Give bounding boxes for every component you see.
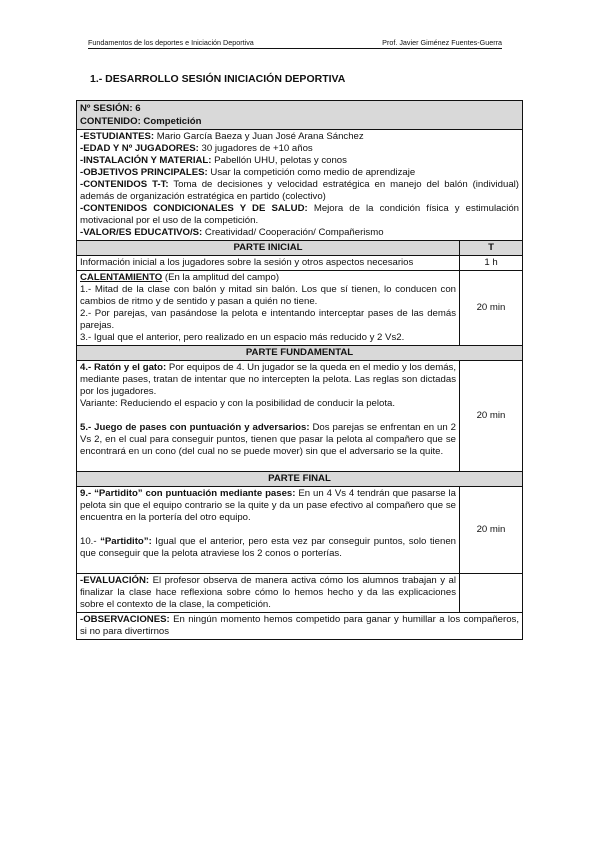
session-table <box>76 100 523 640</box>
page-header <box>88 38 502 49</box>
exercise-9-text: En un 4 Vs 4 tendrán que pasarse la pelota sin que el equipo contrario se la quite y da un pase efectivo al compañero que se encuentra en la portería del otro equipo. <box>80 488 456 523</box>
exercise-1: 1.- Mitad de la clase con balón y mitad sin balón. Los que sí tienen, lo conducen con cambios de ritmo y de sentido y pasan a quién no tiene. <box>80 284 456 307</box>
exercise-4-text: Por equipos de 4. Un jugador se la queda en el medio y los demás, mediante pases, tratan de intentar que no intercepten la pelota. Las reglas son dictadas por los jugadores. <box>80 362 456 397</box>
exercise-4-variant: Variante: Reduciendo el espacio y con la posibilidad de conducir la pelota. <box>80 398 396 409</box>
observations-row <box>77 613 523 640</box>
session-content: CONTENIDO: Competición <box>80 116 202 127</box>
final-heading-row <box>77 472 523 487</box>
time-heading: T <box>460 241 523 256</box>
students-label: -ESTUDIANTES: <box>80 131 155 142</box>
students-value: Mario García Baeza y Juan José Arana Sánchez <box>154 131 364 142</box>
conditional-value: Mejora de la condición física y estimulación motivacional por el uso de la competición. <box>80 203 520 226</box>
evaluation-row <box>77 574 523 613</box>
warmup-time: 20 min <box>460 271 523 346</box>
fundamental-time: 20 min <box>460 361 523 472</box>
observations-label: -OBSERVACIONES: <box>80 614 170 625</box>
values-value: Creatividad/ Cooperación/ Compañerismo <box>202 227 384 238</box>
exercise-10-title: “Partidito”: <box>100 536 152 547</box>
facility-label: -INSTALACIÓN Y MATERIAL: <box>80 155 212 166</box>
warmup-row <box>77 271 523 346</box>
final-time: 20 min <box>460 487 523 574</box>
exercise-9-title: 9.- “Partidito” con puntuación mediante pases: <box>80 488 296 499</box>
fundamental-heading-row <box>77 346 523 361</box>
fundamental-cell <box>77 361 460 472</box>
final-cell <box>77 487 460 574</box>
conditional-label: -CONTENIDOS CONDICIONALES Y DE SALUD: <box>80 203 308 214</box>
session-info-cell <box>77 130 523 241</box>
session-header-row <box>77 101 523 130</box>
page-title: 1.- DESARROLLO SESIÓN INICIACIÓN DEPORTIVA <box>90 73 346 85</box>
final-heading: PARTE FINAL <box>77 472 523 487</box>
warmup-label: CALENTAMIENTO <box>80 272 163 283</box>
evaluation-empty-cell <box>460 574 523 613</box>
intro-text: Información inicial a los jugadores sobre la sesión y otros aspectos necesarios <box>77 256 460 271</box>
header-professor: Prof. Javier Giménez Fuentes-Guerra <box>382 38 502 47</box>
facility-value: Pabellón UHU, pelotas y conos <box>211 155 347 166</box>
age-label: -EDAD Y Nº JUGADORES: <box>80 143 199 154</box>
objectives-label: -OBJETIVOS PRINCIPALES: <box>80 167 208 178</box>
exercise-5-title: 5.- Juego de pases con puntuación y adversarios: <box>80 422 310 433</box>
inicial-heading: PARTE INICIAL <box>77 241 460 256</box>
inicial-heading-row <box>77 241 523 256</box>
tt-label: -CONTENIDOS T-T: <box>80 179 169 190</box>
header-course: Fundamentos de los deportes e Iniciación Deportiva <box>88 38 254 47</box>
fundamental-row <box>77 361 523 472</box>
fundamental-heading: PARTE FUNDAMENTAL <box>77 346 523 361</box>
session-header-cell <box>77 101 523 130</box>
warmup-cell <box>77 271 460 346</box>
values-label: -VALOR/ES EDUCATIVO/S: <box>80 227 203 238</box>
exercise-5-text: Dos parejas se enfrentan en un 2 Vs 2, en el cual para conseguir puntos, tienen que pasar la pelota al compañero que se encontrará en un cono (del cual no se puede mover) sin que el adversario se la quite. <box>80 422 456 457</box>
warmup-note: (En la amplitud del campo) <box>162 272 280 283</box>
observations-text: En ningún momento hemos competido para ganar y humillar a los compañeros, si no para divertirnos <box>80 614 519 637</box>
session-number: Nº SESIÓN: 6 <box>80 103 141 114</box>
age-value: 30 jugadores de +10 años <box>198 143 313 154</box>
exercise-2: 2.- Por parejas, van pasándose la pelota e intentando interceptar pases de las demás parejas. <box>80 308 456 331</box>
final-row <box>77 487 523 574</box>
objectives-value: Usar la competición como medio de aprendizaje <box>207 167 416 178</box>
intro-row <box>77 256 523 271</box>
evaluation-cell <box>77 574 460 613</box>
session-info-row <box>77 130 523 241</box>
intro-time: 1 h <box>460 256 523 271</box>
exercise-4-title: 4.- Ratón y el gato: <box>80 362 167 373</box>
evaluation-text: El profesor observa de manera activa cómo los alumnos trabajan y al finalizar la clase hace reflexiona sobre cómo lo hemos hecho y da las explicaciones sobre el contexto de la clase, la competición. <box>80 575 456 610</box>
observations-cell <box>77 613 523 640</box>
exercise-10-text: Igual que el anterior, pero esta vez par conseguir puntos, solo tienen que conseguir que la pelota atraviese los 2 conos o porterías. <box>80 536 456 559</box>
exercise-3: 3.- Igual que el anterior, pero realizado en un espacio más reducido y 2 Vs2. <box>80 332 405 343</box>
evaluation-label: -EVALUACIÓN: <box>80 575 150 586</box>
exercise-10-prefix: 10.- <box>80 536 101 547</box>
tt-value: Toma de decisiones y velocidad estratégica en manejo del balón (individual) además de organización estratégica en partido (colectivo) <box>80 179 520 202</box>
